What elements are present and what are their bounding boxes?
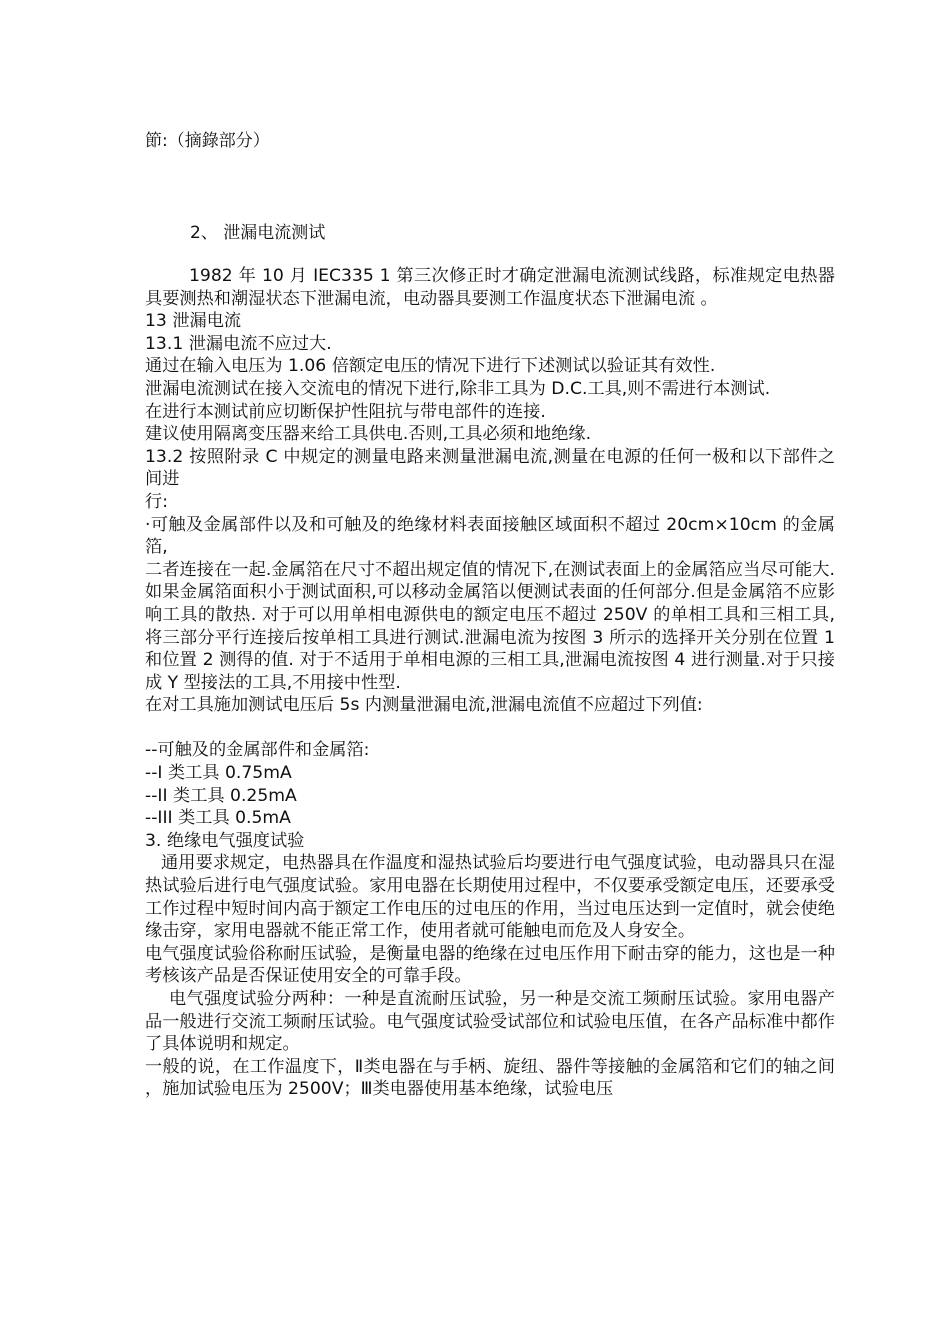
paragraph-ac-test: 泄漏电流测试在接入交流电的情况下进行,除非工具为 D.C.工具,则不需进行本测试. xyxy=(145,378,771,399)
paragraph-isolation-transformer: 建议使用隔离变压器来给工具供电.否则,工具必须和地绝缘. xyxy=(145,424,592,445)
paragraph-test-voltage: 通过在输入电压为 1.06 倍额定电压的情况下进行下述测试以验证其有效性. xyxy=(145,356,716,377)
limit-class-iii: --III 类工具 0.5mA xyxy=(145,808,291,829)
clause-13-1: 13.1 泄漏电流不应过大. xyxy=(145,333,332,354)
paragraph-disconnect-impedance: 在进行本测试前应切断保护性阻抗与带电部件的连接. xyxy=(145,401,546,422)
paragraph-iec-history: 1982 年 10 月 IEC335 1 第三次修正时才确定泄漏电流测试线路，标准规定电热器具要测热和潮湿状态下泄漏电流，电动器具要测工作温度状态下泄漏电流 。 xyxy=(145,266,835,309)
paragraph-measure-within-5s: 在对工具施加测试电压后 5s 内测量泄漏电流,泄漏电流值不应超过下列值: xyxy=(145,695,703,716)
clause-13-title: 13 泄漏电流 xyxy=(145,311,242,332)
document-header: 節:（摘錄部分） xyxy=(145,131,270,151)
limit-class-ii: --II 类工具 0.25mA xyxy=(145,785,297,806)
paragraph-withstand-voltage: 电气强度试验俗称耐压试验，是衡量电器的绝缘在过电压作用下耐击穿的能力，这也是一种考核该产品是否保证使用安全的可靠手段。 xyxy=(145,943,835,987)
bullet-metal-foil: ·可触及金属部件以及和可触及的绝缘材料表面接触区域面积不超过 20cm×10cm 的金属箔, xyxy=(145,514,835,558)
limit-accessible-metal: --可触及的金属部件和金属箔: xyxy=(145,740,370,761)
paragraph-class-ii-test-voltage: 一般的说，在工作温度下，Ⅱ类电器在与手柄、旋纽、器件等接触的金属箔和它们的轴之间 ，施加试验电压为 2500V；Ⅲ类电器使用基本绝缘，试验电压 xyxy=(145,1056,835,1100)
limit-class-i: --I 类工具 0.75mA xyxy=(145,763,292,784)
section-heading-dielectric-strength: 3. 绝缘电气强度试验 xyxy=(145,830,305,851)
document-body xyxy=(145,265,835,1101)
blank-line xyxy=(145,717,835,740)
clause-13-2: 13.2 按照附录 C 中规定的测量电路来测量泄漏电流,测量在电源的任何一极和以下部件之间进 xyxy=(145,446,835,490)
paragraph-foil-details: 二者连接在一起.金属箔在尺寸不超出规定值的情况下,在测试表面上的金属箔应当尽可能大.如果金属箔面积小于测试面积,可以移动金属箔以便测试表面的任何部分.但是金属箔不应影响工具的散热. 对于可以用单相电源供电的额定电压不超过 250V 的单相工具和三相工具,将三部分平行连接后按单相工具进行测试.泄漏电流为按图 3 所示的选择开关分别在位置 1 和位置 2 测得的值. 对于不适用于单相电源的三相工具,泄漏电流按图 4 进行测量.对于只接成 Y 型接法的工具,不用接中性型. xyxy=(145,559,835,693)
paragraph-two-test-types: 电气强度试验分两种：一种是直流耐压试验，另一种是交流工频耐压试验。家用电器产品一般进行交流工频耐压试验。电气强度试验受试部位和试验电压值，在各产品标准中都作了具体说明和规定。 xyxy=(145,989,835,1055)
section-heading-leakage-current: 2、 泄漏电流测试 xyxy=(190,223,326,243)
clause-13-2-continued: 行: xyxy=(145,491,168,512)
paragraph-general-requirements: 通用要求规定，电热器具在作温度和湿热试验后均要进行电气强度试验，电动器具只在湿热试验后进行电气强度试验。家用电器在长期使用过程中，不仅要承受额定电压，还要承受工作过程中短时间内高于额定工作电压的过电压的作用，当过电压达到一定值时，就会使绝缘击穿，家用电器就不能正常工作，使用者就可能触电而危及人身安全。 xyxy=(145,853,835,942)
